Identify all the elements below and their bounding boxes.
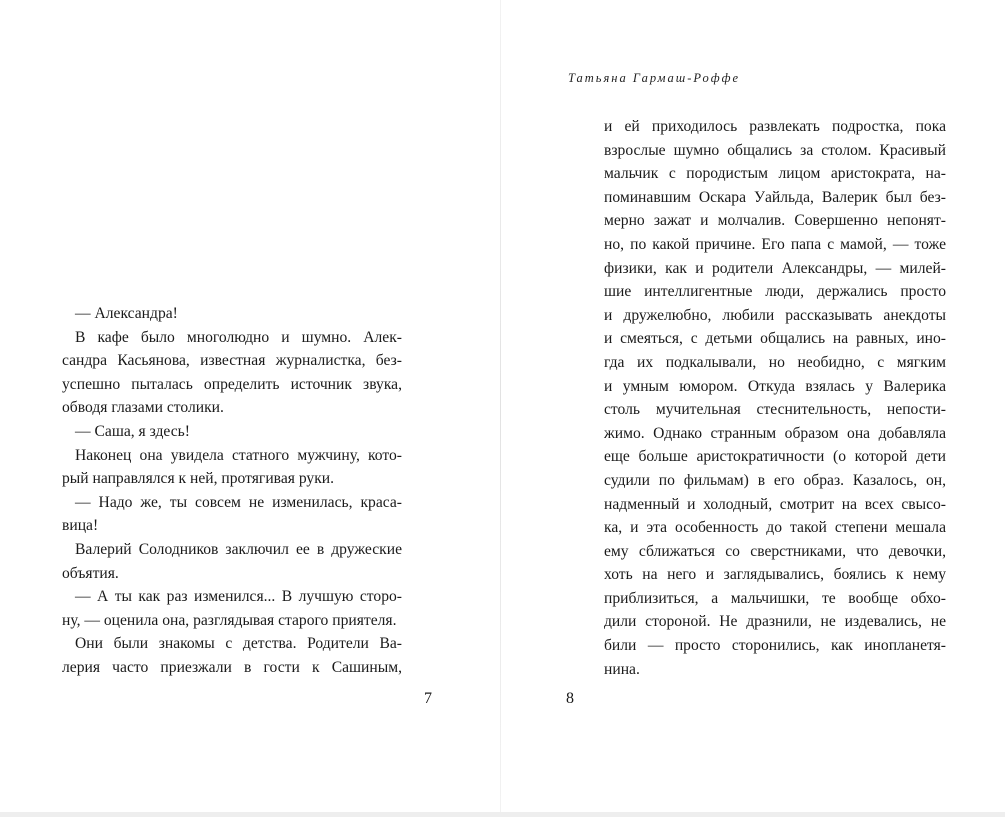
paragraph-line: вица! xyxy=(62,517,99,535)
paragraph-line: ему сближаться со сверстниками, что девочки, xyxy=(604,542,946,560)
paragraph-line: жимо. Однако странным образом она добавляла xyxy=(604,424,946,442)
paragraph-line: Они были знакомы с детства. Родители Ва- xyxy=(75,635,402,653)
left-page xyxy=(0,0,500,812)
page-bottom-edge xyxy=(0,812,1005,817)
running-head: Татьяна Гармаш-Роффе xyxy=(568,71,741,85)
paragraph-line: гда их подкалывали, но необидно, с мягким xyxy=(604,353,946,371)
paragraph-line: и дружелюбно, любили рассказывать анекдоты xyxy=(604,306,946,324)
paragraph-line: нина. xyxy=(604,660,640,678)
paragraph-line: столь мучительная стеснительность, непости- xyxy=(604,401,946,419)
paragraph-line: мальчик с породистым лицом аристократа, на- xyxy=(604,165,946,183)
paragraph-line: ка, и эта особенность до такой степени мешала xyxy=(604,519,946,537)
page-number: 8 xyxy=(566,690,574,707)
paragraph-line: — Александра! xyxy=(75,305,178,322)
paragraph-line: — Саша, я здесь! xyxy=(75,422,190,440)
paragraph-line: — Надо же, ты совсем не изменилась, краса- xyxy=(75,493,402,511)
paragraph-line: приблизиться, а мальчишки, те вообще обхо- xyxy=(604,589,946,607)
paragraph-line: Валерий Солодников заключил ее в дружеские xyxy=(75,540,402,558)
paragraph-line: но, по какой причине. Его папа с мамой, — тоже xyxy=(604,235,946,253)
paragraph-line: шие интеллигентные люди, держались просто xyxy=(604,283,946,301)
paragraph-line: судили по фильмам) в его образ. Казалось, он, xyxy=(604,471,946,489)
paragraph-line: надменный и холодный, смотрит на всех свысо- xyxy=(604,495,946,513)
paragraph-line: ну, — оценила она, разглядывая старого приятеля. xyxy=(62,611,397,629)
paragraph-line: лерия часто приезжали в гости к Сашиным, xyxy=(62,658,402,676)
paragraph-line: и смеяться, с детьми общались на равных, ино- xyxy=(604,330,946,348)
paragraph-line: объятия. xyxy=(62,564,119,582)
paragraph-line: били — просто сторонились, как инопланетя- xyxy=(604,637,946,655)
paragraph-line: поминавшим Оскара Уайльда, Валерик был без- xyxy=(604,188,946,206)
paragraph-line: — А ты как раз изменился... В лучшую сторо- xyxy=(75,588,402,606)
paragraph-line: еще больше аристократичности (о которой дети xyxy=(604,448,946,466)
paragraph-line: Наконец она увидела статного мужчину, кото- xyxy=(75,446,402,464)
left-page-text xyxy=(62,302,402,680)
paragraph-line: и умным юмором. Откуда взялась у Валерика xyxy=(604,377,946,395)
paragraph-line: сандра Касьянова, известная журналистка, без- xyxy=(62,352,402,370)
paragraph-line: и ей приходилось развлекать подростка, пока xyxy=(604,118,946,135)
page-number: 7 xyxy=(424,690,432,707)
paragraph-line: взрослые шумно общались за столом. Красивый xyxy=(604,141,946,159)
paragraph-line: мерно зажат и молчалив. Совершенно непонят- xyxy=(604,212,946,230)
right-page-text xyxy=(604,115,946,681)
paragraph-line: хоть на него и заглядывались, боялись к нему xyxy=(604,566,946,584)
paragraph-line: дили стороной. Не дразнили, не издевались, не xyxy=(604,613,946,631)
paragraph-line: физики, как и родители Александры, — милей- xyxy=(604,259,946,277)
paragraph-line: обводя глазами столики. xyxy=(62,399,224,417)
paragraph-line: В кафе было многолюдно и шумно. Алек- xyxy=(75,328,402,346)
paragraph-line: успешно пыталась определить источник звука, xyxy=(62,375,402,393)
paragraph-line: рый направлялся к ней, протягивая руки. xyxy=(62,470,335,488)
